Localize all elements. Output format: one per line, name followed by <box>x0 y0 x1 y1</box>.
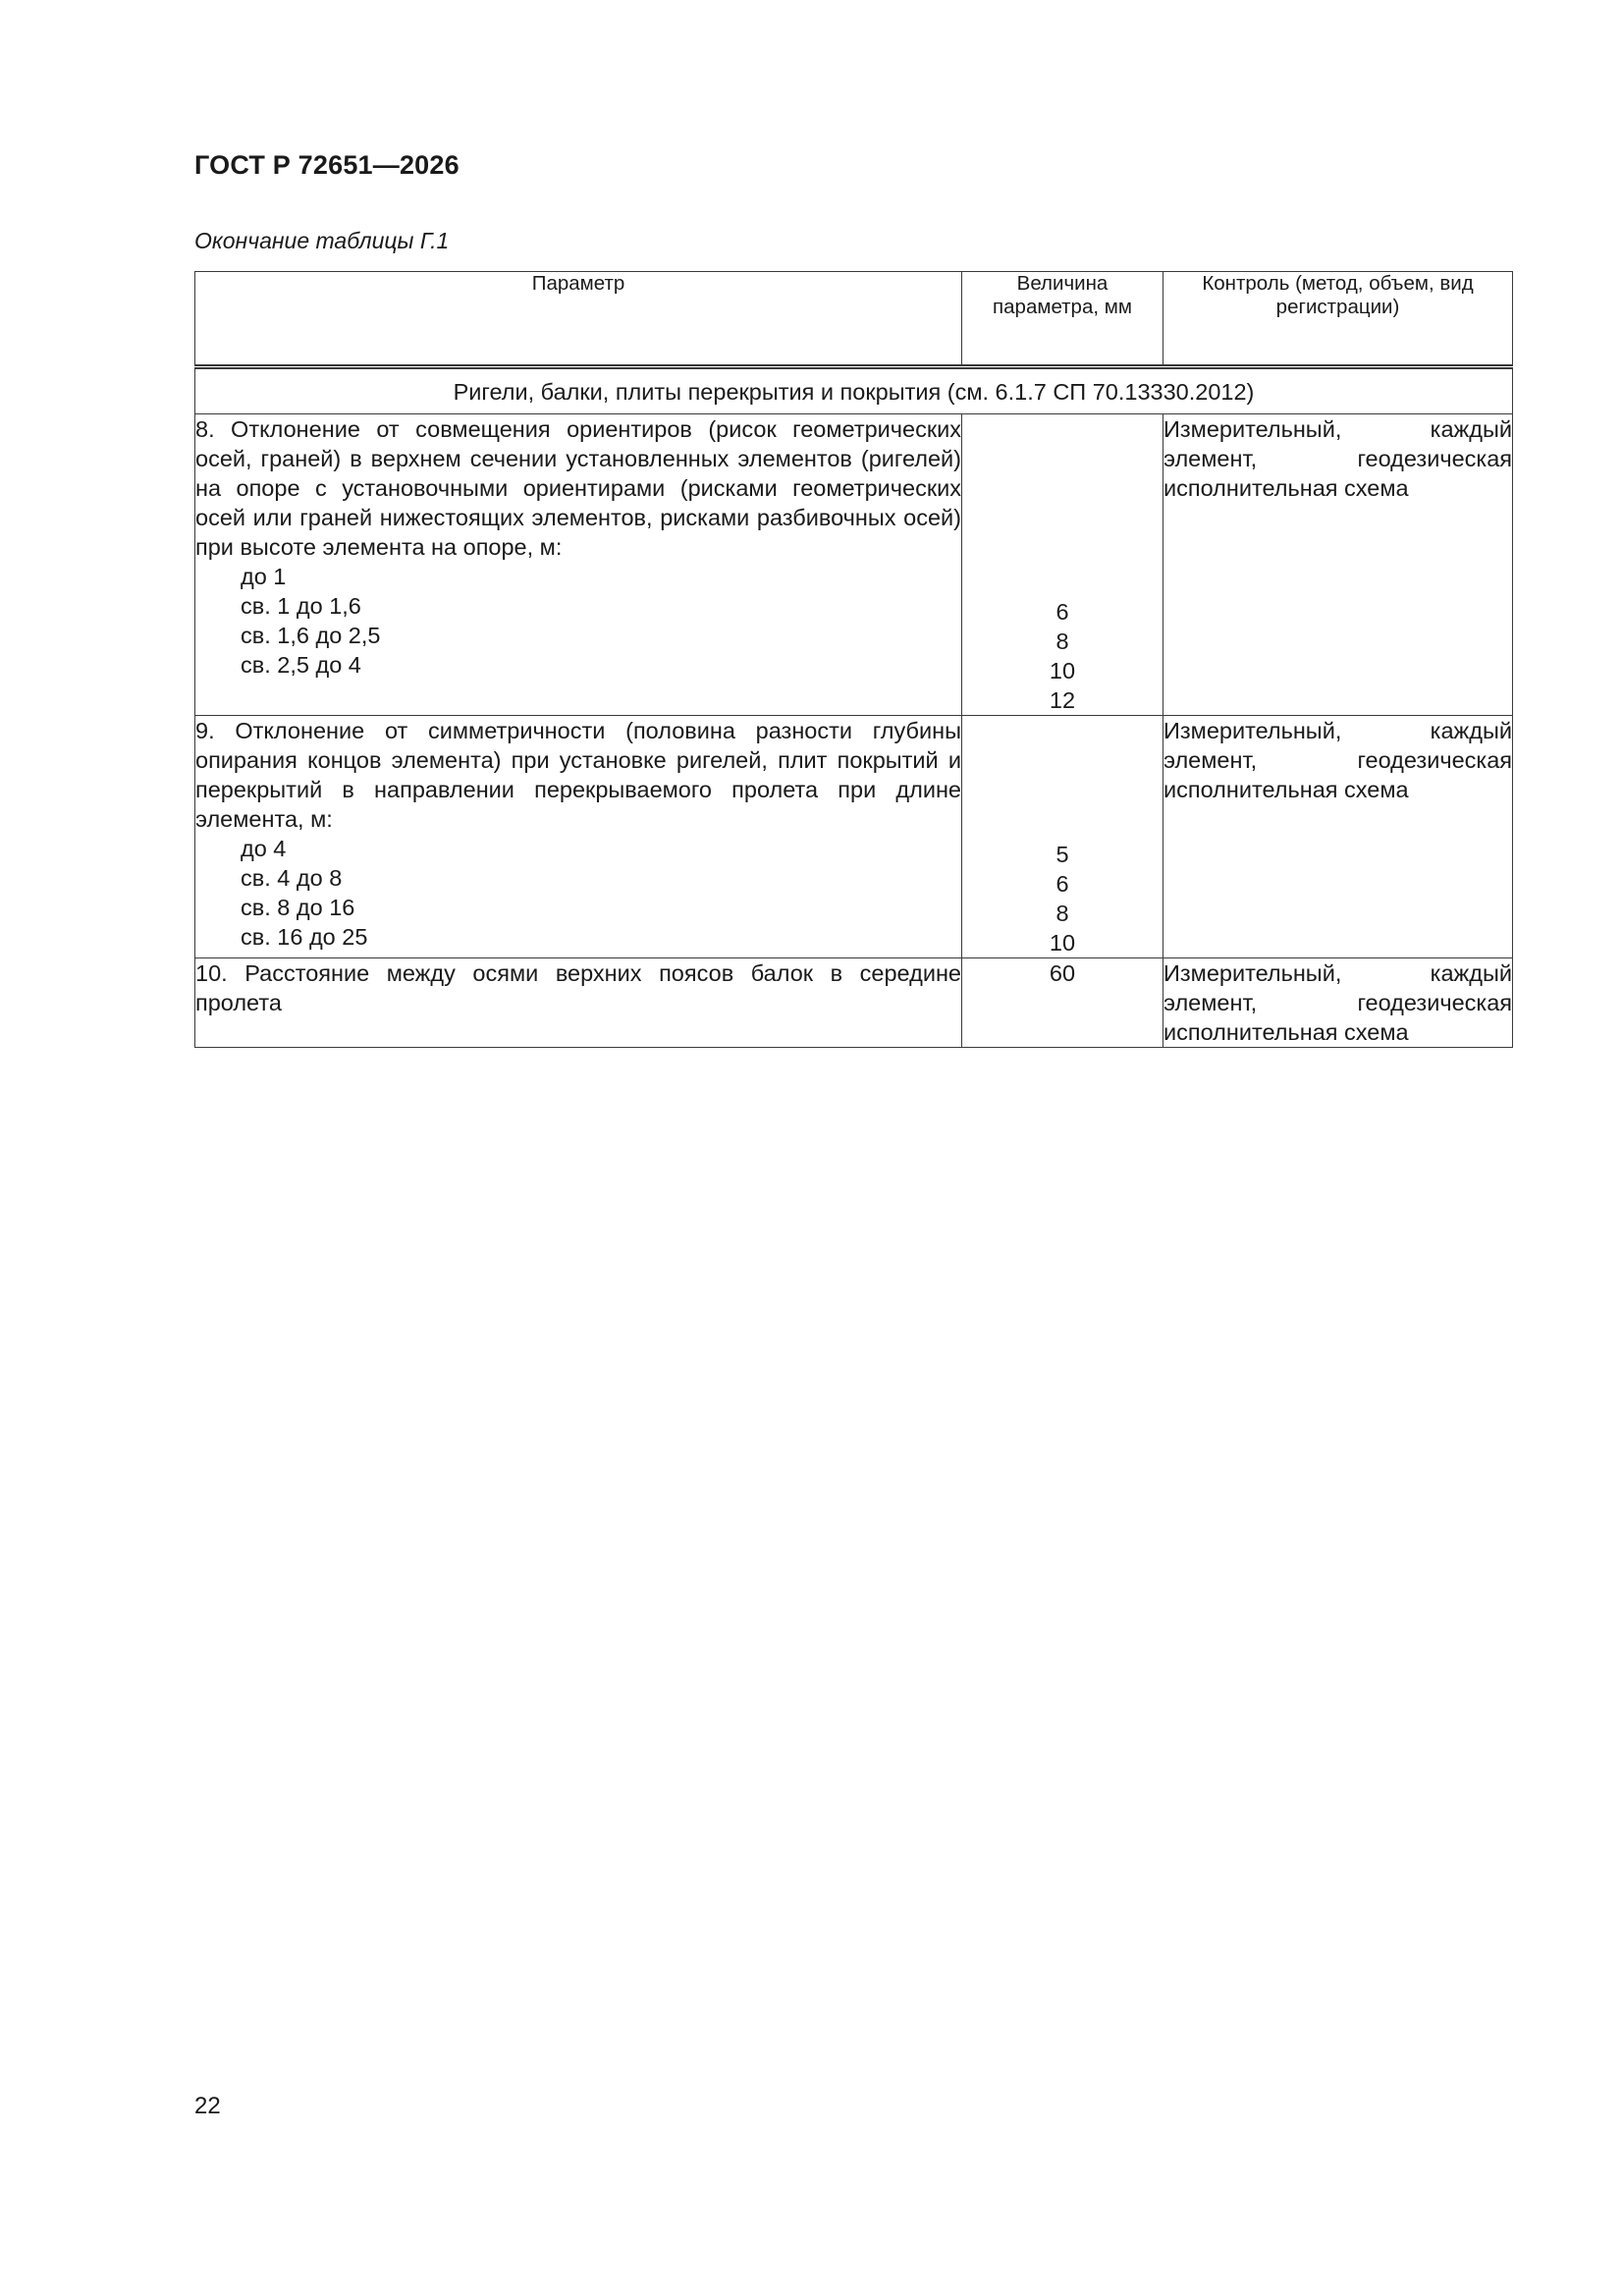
value-item: 8 <box>1055 901 1069 926</box>
value-cell <box>962 414 1163 716</box>
parameter-subitem: св. 16 до 25 <box>241 924 368 950</box>
page-number: 22 <box>194 2093 221 2119</box>
parameter-text: 8. Отклонение от совмещения ориентиров (рисок геометрических осей, граней) в верхнем сечении установленных элементов (ригелей) на опоре с установочными ориентирами (рисками геометрических осей или граней нижестоящих элементов, рисками разбивочных осей) при высоте элемента на опоре, м: <box>195 416 961 560</box>
parameter-text: 10. Расстояние между осями верхних поясов балок в середине пролета <box>195 960 961 1015</box>
column-header-value: Величина параметра, мм <box>962 272 1163 367</box>
tolerance-table <box>194 271 1513 1048</box>
column-header-control: Контроль (метод, объем, вид регистрации) <box>1163 272 1513 367</box>
control-cell <box>1163 958 1513 1048</box>
column-header-parameter: Параметр <box>195 272 962 367</box>
table-row <box>195 716 1513 958</box>
parameter-cell <box>195 716 962 958</box>
parameter-text: 9. Отклонение от симметричности (половина разности глубины опирания концов элемента) при установке ригелей, плит покрытий и перекрытий в направлении перекрываемого пролета при длине элемента, м: <box>195 718 961 832</box>
control-cell <box>1163 414 1513 716</box>
value-item: 10 <box>1049 658 1076 683</box>
parameter-subitem: до 1 <box>241 564 287 589</box>
value-item: 12 <box>1049 687 1076 713</box>
parameter-subitem: св. 2,5 до 4 <box>241 652 361 678</box>
value-cell <box>962 958 1163 1048</box>
section-title: Ригели, балки, плиты перекрытия и покрытия (см. 6.1.7 СП 70.13330.2012) <box>195 367 1513 414</box>
parameter-subitem: до 4 <box>241 836 287 861</box>
value-item: 10 <box>1049 930 1076 956</box>
table-row <box>195 958 1513 1048</box>
value-item: 6 <box>1055 599 1069 625</box>
parameter-subitem: св. 1,6 до 2,5 <box>241 623 381 648</box>
value-item: 8 <box>1055 629 1069 654</box>
document-code: ГОСТ Р 72651—2026 <box>194 150 460 180</box>
control-text: Измерительный, каждый элемент, геодезическая исполнительная схема <box>1163 960 1512 1045</box>
control-text: Измерительный, каждый элемент, геодезическая исполнительная схема <box>1163 718 1512 802</box>
parameter-cell <box>195 958 962 1048</box>
value-cell <box>962 716 1163 958</box>
control-text: Измерительный, каждый элемент, геодезическая исполнительная схема <box>1163 416 1512 501</box>
value-item: 6 <box>1055 871 1069 897</box>
parameter-subitem: св. 1 до 1,6 <box>241 593 361 619</box>
parameter-subitem: св. 4 до 8 <box>241 865 343 891</box>
parameter-cell <box>195 414 962 716</box>
control-cell <box>1163 716 1513 958</box>
parameter-subitem: св. 8 до 16 <box>241 895 355 920</box>
value-item: 60 <box>1049 960 1076 986</box>
value-item: 5 <box>1055 842 1069 867</box>
table-row <box>195 414 1513 716</box>
table-header-row <box>195 272 1513 367</box>
section-row <box>195 367 1513 414</box>
table-caption: Окончание таблицы Г.1 <box>194 228 450 253</box>
